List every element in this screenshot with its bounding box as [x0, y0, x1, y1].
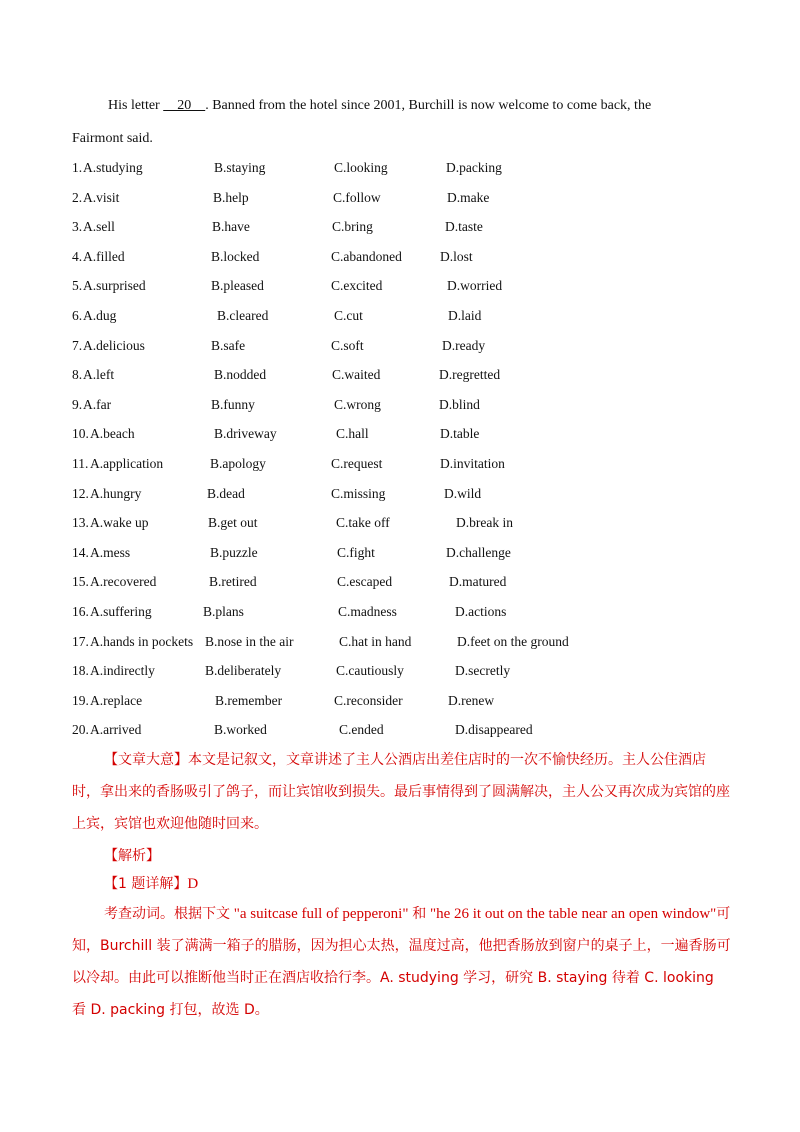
question-number: 10.: [72, 426, 89, 442]
q1-label: 【1 题详解】: [104, 876, 188, 892]
option-c: C.ended: [339, 722, 384, 738]
question-number: 14.: [72, 544, 89, 560]
option-d: D.worried: [447, 278, 503, 294]
option-c: C.take off: [336, 515, 390, 531]
question-number: 20.: [72, 722, 89, 738]
question-number: 19.: [72, 692, 89, 708]
question-number: 8.: [72, 367, 83, 383]
option-b: B.dead: [207, 485, 245, 501]
passage-text: . Banned from the hotel since 2001, Burchill is now welcome to come back, the: [205, 98, 652, 113]
option-a: A.wake up: [90, 515, 149, 531]
option-a: A.studying: [83, 160, 143, 175]
option-c: C.cautiously: [336, 663, 404, 679]
question-number: 12.: [72, 485, 89, 501]
option-b: B.have: [212, 219, 250, 235]
option-c: C.reconsider: [334, 692, 403, 708]
option-c: C.hat in hand: [339, 633, 412, 649]
option-d: D.feet on the ground: [457, 633, 569, 649]
q1-answer: D: [187, 876, 199, 892]
option-a: A.replace: [90, 692, 143, 708]
option-d: D.invitation: [440, 456, 505, 471]
option-d: D.actions: [455, 604, 507, 619]
question-number: 1.: [72, 160, 83, 175]
option-d: D.make: [447, 189, 490, 205]
question-number: 6.: [72, 308, 83, 323]
option-d: D.taste: [445, 219, 483, 235]
option-d: D.lost: [440, 248, 473, 264]
option-a: A.mess: [90, 544, 131, 560]
passage-line-2: Fairmont said.: [72, 131, 153, 146]
option-a: A.dug: [83, 308, 117, 323]
option-a: A.hands in pockets: [90, 633, 194, 649]
question-number: 7.: [72, 337, 83, 353]
option-b: B.cleared: [217, 308, 269, 323]
option-b: B.locked: [211, 248, 260, 264]
option-d: D.matured: [449, 574, 507, 590]
option-d: D.table: [440, 426, 480, 442]
option-a: A.suffering: [90, 604, 152, 619]
option-d: D.challenge: [446, 544, 511, 560]
option-b: B.apology: [210, 456, 266, 471]
analysis-heading: 【解析】: [104, 848, 160, 864]
option-b: B.get out: [208, 515, 258, 531]
option-b: B.plans: [203, 604, 244, 619]
option-b: B.staying: [214, 160, 266, 175]
passage-line-1: [108, 98, 651, 114]
option-d: D.laid: [448, 308, 482, 323]
option-d: D.disappeared: [455, 722, 533, 738]
option-a: A.recovered: [90, 574, 157, 590]
option-a: A.application: [90, 456, 164, 471]
option-b: B.deliberately: [205, 663, 282, 679]
option-a: A.filled: [83, 248, 125, 264]
option-a: A.far: [83, 396, 112, 412]
option-c: C.escaped: [337, 574, 393, 590]
option-b: B.funny: [211, 396, 255, 412]
question-number: 5.: [72, 278, 83, 294]
option-a: A.arrived: [90, 722, 142, 738]
option-d: D.packing: [446, 160, 502, 175]
option-a: A.delicious: [83, 337, 145, 353]
option-c: C.request: [331, 456, 383, 471]
option-c: C.wrong: [334, 396, 381, 412]
option-c: C.follow: [333, 189, 381, 205]
option-d: D.renew: [448, 692, 495, 708]
option-d: D.regretted: [439, 367, 501, 383]
option-b: B.retired: [209, 574, 257, 590]
option-b: B.nose in the air: [205, 633, 294, 649]
question-number: 4.: [72, 248, 83, 264]
option-c: C.bring: [332, 219, 373, 235]
option-b: B.pleased: [211, 278, 264, 294]
passage-text: His letter: [108, 98, 164, 113]
option-b: B.worked: [214, 722, 267, 738]
q1-explanation: 考查动词。根据下文 "a suitcase full of pepperoni" 和 "he 26 it out on the table near an open window"可知，Burchill 装了满满一箱子的腊肠，因为担心太热，温度过高，他把香肠放到窗户的桌子上，一遍香肠可以冷却。由此可以推断他当时正在酒店收拾行李。A. studying 学习，研究 B. staying 待着 C. looking 看 D. packing 打包，故选 D。: [72, 906, 731, 1018]
option-c: C.looking: [334, 160, 388, 175]
option-d: D.break in: [456, 515, 513, 531]
option-c: C.cut: [334, 308, 363, 323]
question-number: 18.: [72, 663, 89, 679]
option-b: B.nodded: [214, 367, 267, 383]
question-number: 13.: [72, 515, 89, 531]
option-d: D.wild: [444, 485, 482, 501]
question-number: 9.: [72, 396, 83, 412]
option-c: C.fight: [337, 544, 375, 560]
question-number: 11.: [72, 456, 89, 471]
option-a: A.beach: [90, 426, 135, 442]
option-d: D.blind: [439, 396, 480, 412]
option-b: B.remember: [215, 692, 283, 708]
option-b: B.safe: [211, 337, 246, 353]
option-c: C.missing: [331, 485, 386, 501]
question-number: 17.: [72, 633, 89, 649]
option-c: C.waited: [332, 367, 381, 383]
option-d: D.ready: [442, 337, 486, 353]
option-c: C.hall: [336, 426, 369, 442]
question-number: 3.: [72, 219, 83, 235]
option-b: B.help: [213, 189, 249, 205]
option-a: A.sell: [83, 219, 115, 235]
option-a: A.visit: [83, 189, 120, 205]
summary-paragraph: [72, 744, 732, 840]
option-d: D.secretly: [455, 663, 511, 679]
q1-heading: [72, 868, 732, 900]
option-a: A.surprised: [83, 278, 146, 294]
option-c: C.madness: [338, 604, 397, 619]
option-a: A.indirectly: [90, 663, 155, 679]
option-c: C.excited: [331, 278, 383, 294]
summary-text: 本文是记叙文，文章讲述了主人公酒店出差住店时的一次不愉快经历。主人公住酒店时，拿出来的香肠吸引了鸽子，而让宾馆收到损失。最后事情得到了圆满解决，主人公又再次成为宾馆的座上宾，宾馆也欢迎他随时回来。: [72, 752, 730, 832]
summary-label: 【文章大意】: [104, 752, 188, 768]
blank-20: 20: [163, 98, 206, 113]
option-c: C.abandoned: [331, 248, 402, 264]
option-c: C.soft: [331, 337, 364, 353]
option-b: B.driveway: [214, 426, 277, 442]
option-a: A.hungry: [90, 485, 142, 501]
question-number: 16.: [72, 604, 89, 619]
option-a: A.left: [83, 367, 115, 383]
question-number: 2.: [72, 189, 83, 205]
question-number: 15.: [72, 574, 89, 590]
option-b: B.puzzle: [210, 544, 258, 560]
